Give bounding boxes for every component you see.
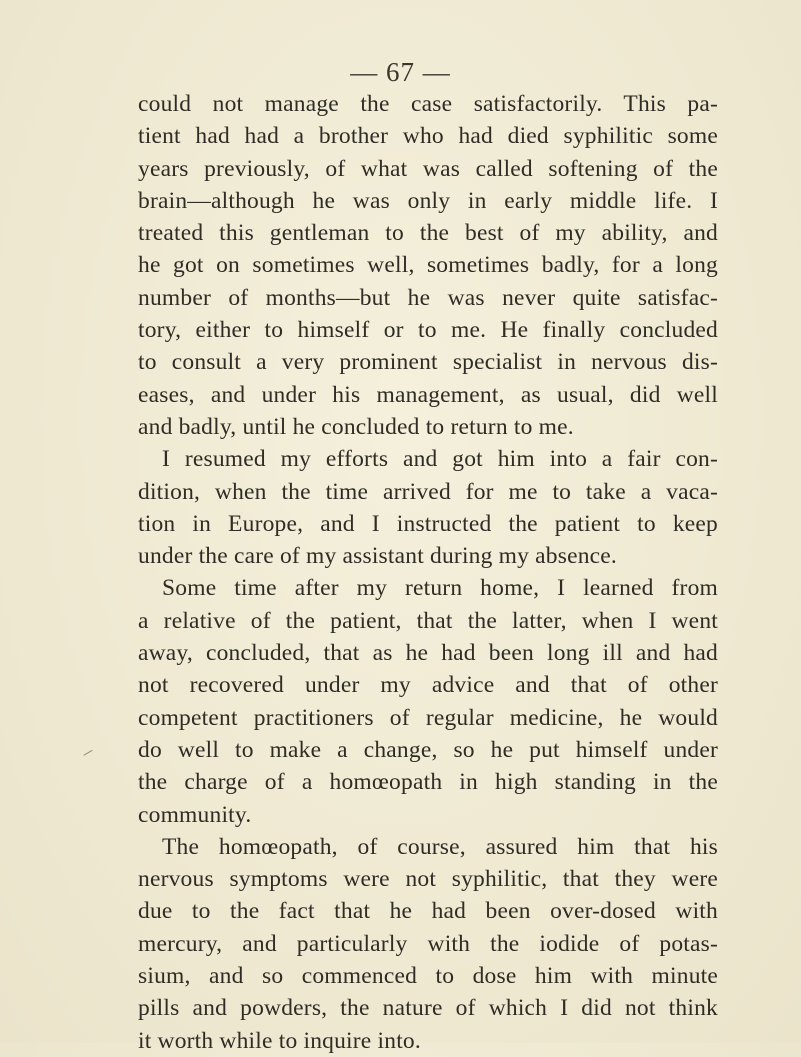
text-line: to consult a very prominent specialist in nervous dis- bbox=[138, 349, 718, 376]
text-line: eases, and under his management, as usual, did well bbox=[138, 381, 718, 408]
text-line: Some time after my return home, I learned from bbox=[162, 575, 718, 602]
body-text bbox=[138, 88, 718, 1057]
text-line: dition, when the time arrived for me to take a vaca- bbox=[138, 478, 718, 505]
text-line: sium, and so commenced to dose him with minute bbox=[138, 963, 718, 990]
text-line: not recovered under my advice and that of other bbox=[138, 672, 718, 699]
margin-mark bbox=[83, 750, 94, 759]
paragraph-4 bbox=[138, 831, 718, 1057]
paragraph-3 bbox=[138, 572, 718, 830]
paragraph-1 bbox=[138, 88, 718, 443]
text-line: brain—although he was only in early middle life. I bbox=[138, 187, 718, 214]
text-line: treated this gentleman to the best of my ability, and bbox=[138, 220, 718, 247]
text-line: nervous symptoms were not syphilitic, that they were bbox=[138, 866, 718, 893]
text-line: away, concluded, that as he had been long ill and had bbox=[138, 640, 718, 667]
text-line: tient had had a brother who had died syphilitic some bbox=[138, 123, 718, 150]
text-line: I resumed my efforts and got him into a fair con- bbox=[162, 446, 718, 473]
text-line: mercury, and particularly with the iodide of potas- bbox=[138, 930, 718, 957]
text-line: competent practitioners of regular medicine, he would bbox=[138, 704, 718, 731]
text-line: years previously, of what was called softening of the bbox=[138, 155, 718, 182]
text-line: do well to make a change, so he put himself under bbox=[138, 736, 718, 763]
text-line: number of months—but he was never quite satisfac- bbox=[138, 284, 718, 311]
page-number: — 67 — bbox=[350, 57, 451, 87]
text-line: tory, either to himself or to me. He finally concluded bbox=[138, 317, 718, 344]
text-line: due to the fact that he had been over-dosed with bbox=[138, 898, 718, 925]
text-line: and badly, until he concluded to return to me. bbox=[138, 413, 574, 440]
text-line: it worth while to inquire into. bbox=[138, 1027, 421, 1054]
text-line: could not manage the case satisfactorily. This pa- bbox=[138, 91, 718, 117]
text-line: the charge of a homœopath in high standing in the bbox=[138, 769, 718, 796]
text-line: community. bbox=[138, 801, 252, 828]
text-line: pills and powders, the nature of which I did not think bbox=[138, 995, 718, 1022]
text-line: The homœopath, of course, assured him that his bbox=[162, 833, 718, 860]
text-line: a relative of the patient, that the latter, when I went bbox=[138, 607, 718, 634]
text-line: he got on sometimes well, sometimes badly, for a long bbox=[138, 252, 718, 279]
text-line: under the care of my assistant during my absence. bbox=[138, 543, 617, 570]
paragraph-2 bbox=[138, 443, 718, 572]
text-line: tion in Europe, and I instructed the patient to keep bbox=[138, 510, 718, 537]
